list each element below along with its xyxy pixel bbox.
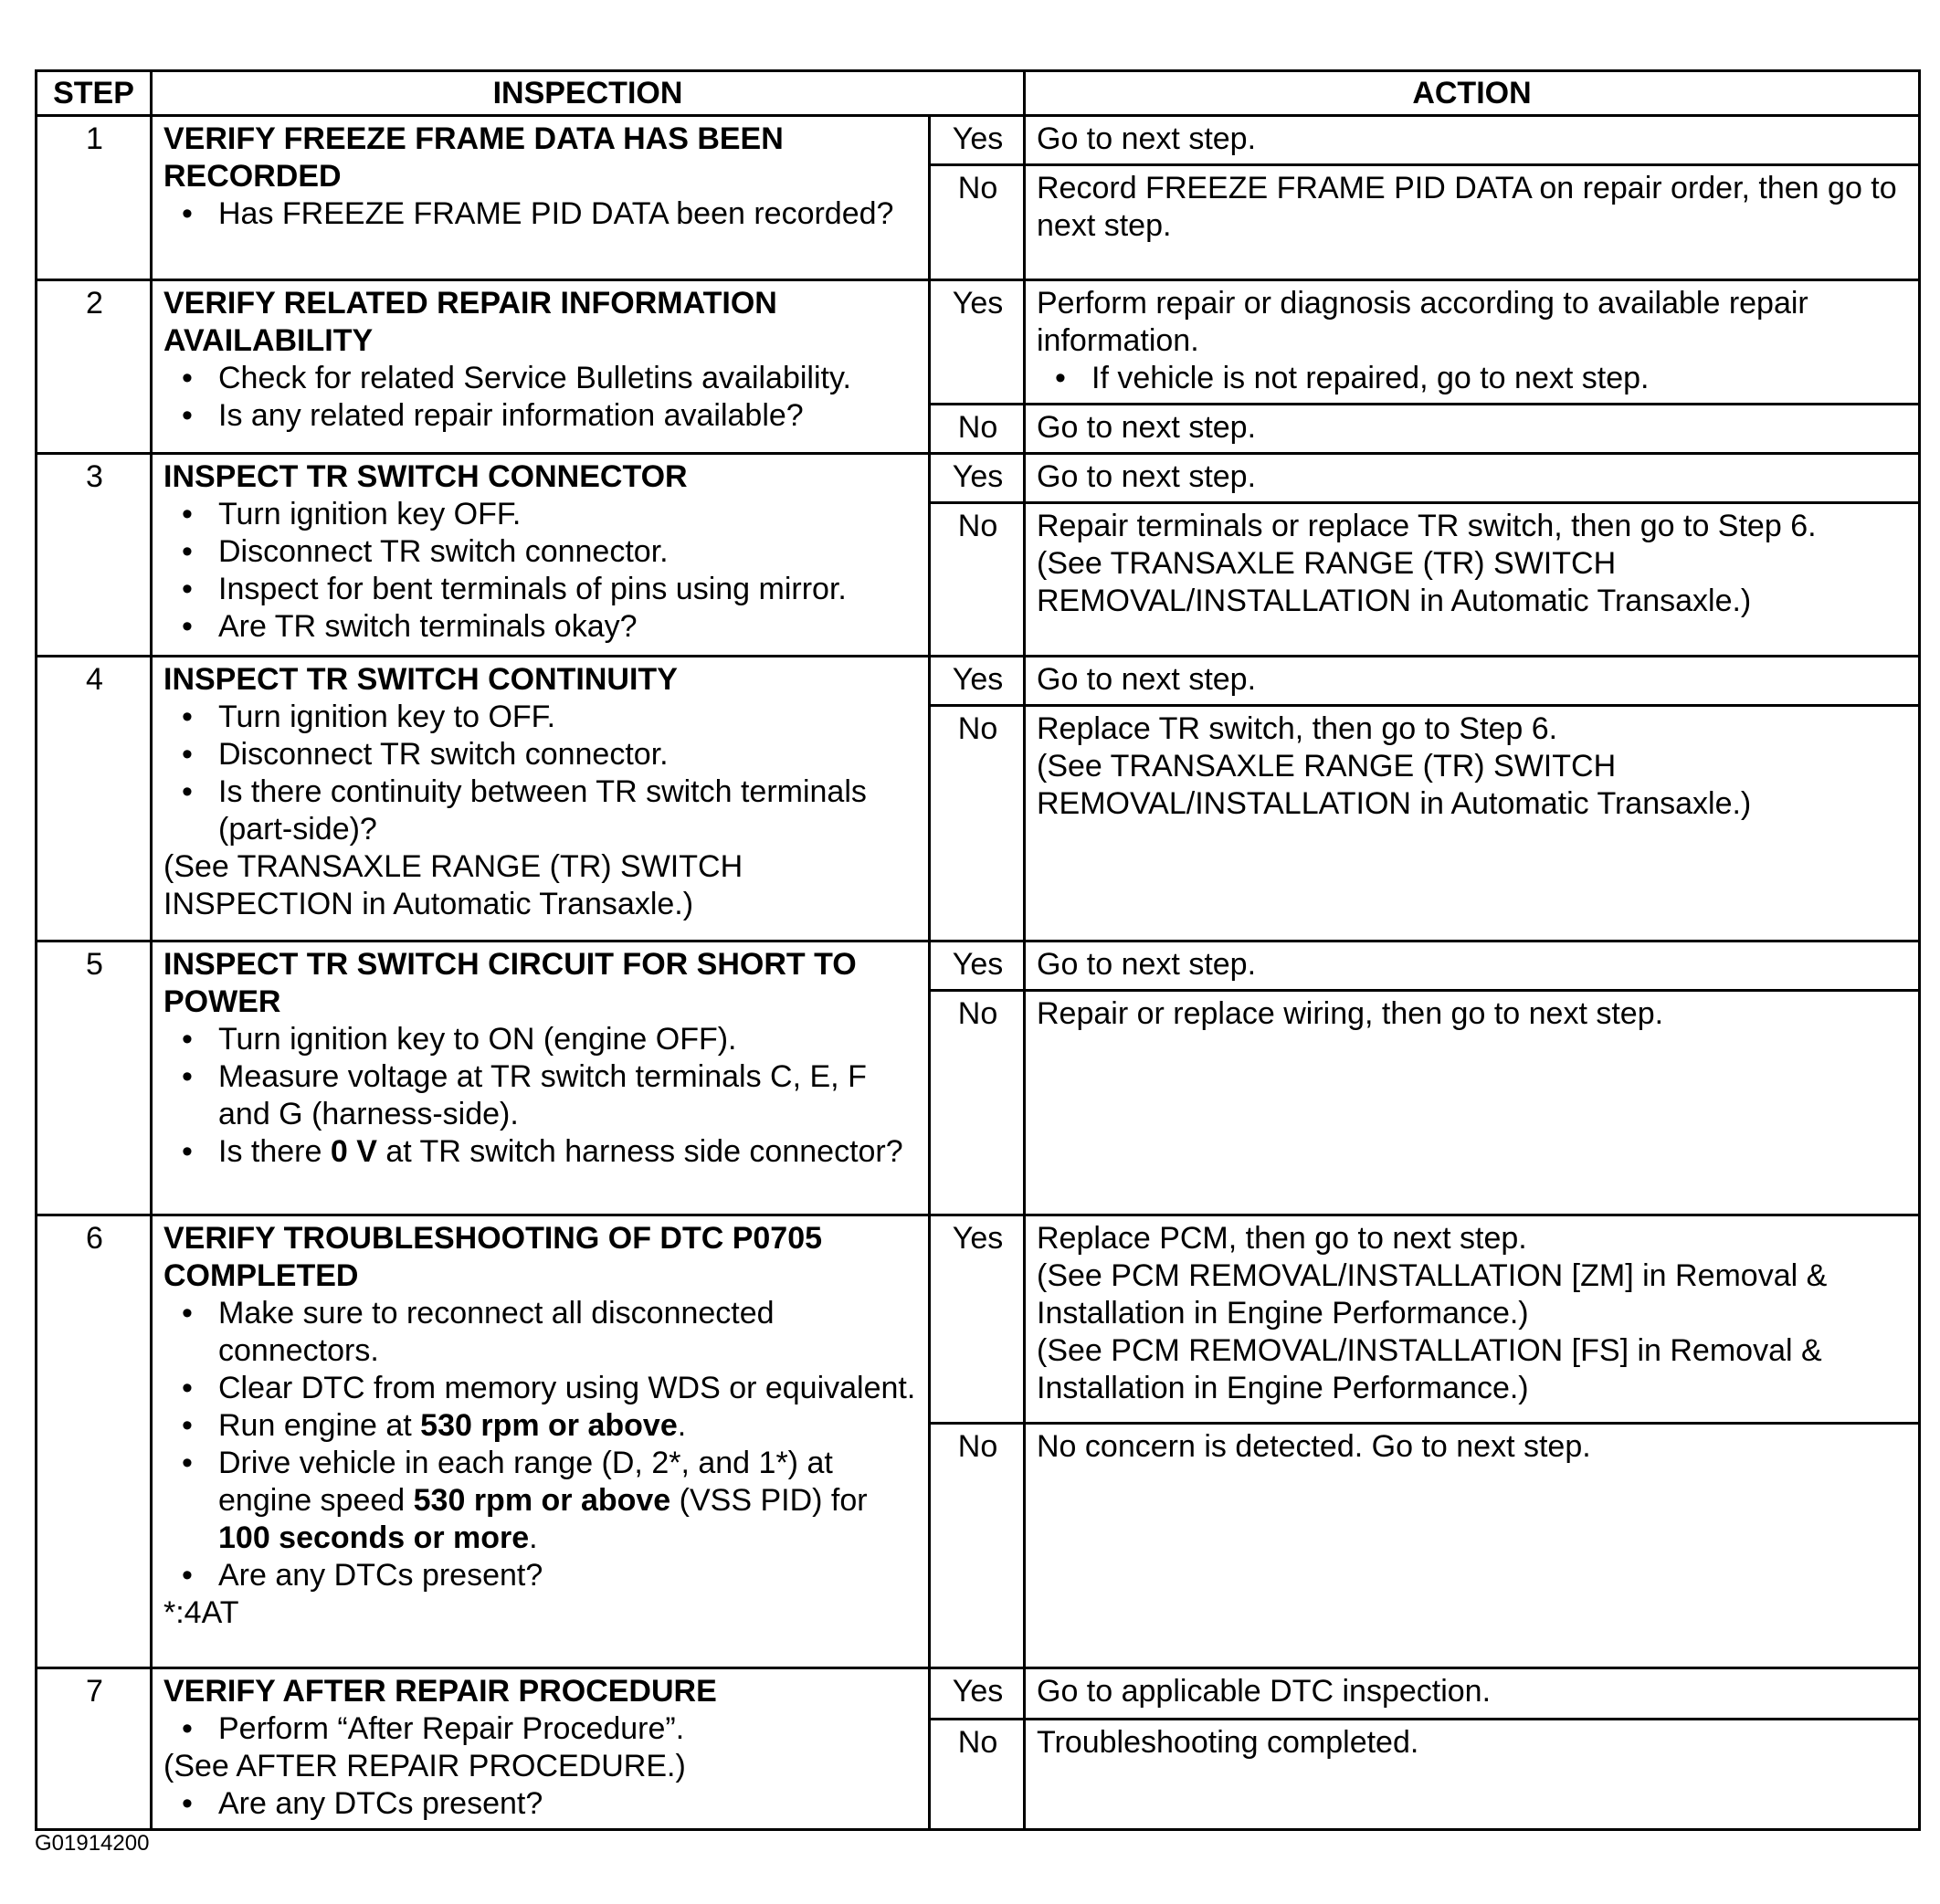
inspection-bullet: • Make sure to reconnect all disconnected connectors.: [163, 1295, 919, 1370]
no-action: Repair or replace wiring, then go to next step.: [1025, 991, 1920, 1215]
inspection-title: INSPECT TR SWITCH CIRCUIT FOR SHORT TO POWER: [163, 947, 857, 1019]
table-row: [37, 1668, 1920, 1720]
yes-action: Go to applicable DTC inspection.: [1025, 1668, 1920, 1720]
yes-label: Yes: [930, 941, 1025, 991]
bullet-text: .: [677, 1408, 687, 1443]
no-action: Repair terminals or replace TR switch, then go to Step 6.: [1037, 509, 1817, 543]
no-label: No: [930, 165, 1025, 280]
inspection-bullet: • Disconnect TR switch connector.: [163, 533, 919, 571]
yes-action: Perform repair or diagnosis according to available repair information.: [1037, 286, 1808, 358]
inspection-cell: [152, 941, 930, 1215]
no-action: Record FREEZE FRAME PID DATA on repair order, then go to next step.: [1025, 165, 1920, 280]
inspection-bullet: [163, 1133, 919, 1171]
inspection-title: INSPECT TR SWITCH CONNECTOR: [163, 459, 688, 494]
inspection-bullet: • Is any related repair information available?: [163, 397, 919, 435]
yes-label: Yes: [930, 116, 1025, 165]
bullet-text: Run engine at: [218, 1408, 421, 1443]
table-row: [37, 280, 1920, 405]
header-step: STEP: [37, 71, 152, 116]
bullet-emphasis: 530 rpm or above: [420, 1408, 678, 1443]
step-number: 3: [37, 454, 152, 657]
yes-label: Yes: [930, 280, 1025, 405]
no-action: Troubleshooting completed.: [1025, 1719, 1920, 1829]
no-action: Go to next step.: [1025, 405, 1920, 454]
table-row: [37, 116, 1920, 165]
no-label: No: [930, 503, 1025, 657]
inspection-cell: [152, 116, 930, 280]
inspection-bullet: • Has FREEZE FRAME PID DATA been recorded?: [163, 195, 919, 233]
header-action: ACTION: [1025, 71, 1920, 116]
inspection-cell: [152, 657, 930, 941]
inspection-bullet: • Disconnect TR switch connector.: [163, 736, 919, 773]
bullet-text: Is there: [218, 1134, 331, 1169]
bullet-emphasis: 0 V: [330, 1134, 377, 1169]
no-label: No: [930, 706, 1025, 941]
bullet-text: .: [529, 1520, 538, 1555]
inspection-bullet: • Is there continuity between TR switch terminals (part-side)?: [163, 773, 919, 848]
yes-action: Go to next step.: [1025, 941, 1920, 991]
step-number: 4: [37, 657, 152, 941]
yes-action: Go to next step.: [1025, 657, 1920, 706]
inspection-bullet: • Check for related Service Bulletins availability.: [163, 360, 919, 397]
bullet-text: (VSS PID) for: [670, 1483, 868, 1518]
inspection-title: VERIFY RELATED REPAIR INFORMATION AVAILABILITY: [163, 286, 777, 358]
no-action-note: (See TRANSAXLE RANGE (TR) SWITCH REMOVAL/INSTALLATION in Automatic Transaxle.): [1037, 546, 1752, 618]
inspection-bullet: • Clear DTC from memory using WDS or equivalent.: [163, 1370, 919, 1407]
inspection-bullet: • Perform “After Repair Procedure”.: [163, 1710, 919, 1748]
inspection-cell: [152, 1215, 930, 1668]
bullet-text: at TR switch harness side connector?: [376, 1134, 903, 1169]
no-label: No: [930, 405, 1025, 454]
table-row: [37, 1215, 1920, 1424]
inspection-bullet: • Are any DTCs present?: [163, 1557, 919, 1594]
diagnostic-table: [35, 69, 1921, 1831]
table-row: [37, 941, 1920, 991]
header-row: [37, 71, 1920, 116]
yes-action: Replace PCM, then go to next step.: [1037, 1221, 1527, 1256]
inspection-cell: [152, 280, 930, 454]
inspection-bullet: • Are TR switch terminals okay?: [163, 608, 919, 646]
bullet-emphasis: 530 rpm or above: [413, 1483, 671, 1518]
yes-action-note: (See PCM REMOVAL/INSTALLATION [FS] in Removal & Installation in Engine Performance.): [1037, 1333, 1822, 1405]
inspection-bullet: • Measure voltage at TR switch terminals C, E, F and G (harness-side).: [163, 1058, 919, 1133]
step-number: 5: [37, 941, 152, 1215]
inspection-bullet: [163, 1445, 919, 1557]
yes-label: Yes: [930, 1215, 1025, 1424]
yes-action: Go to next step.: [1025, 454, 1920, 503]
yes-label: Yes: [930, 657, 1025, 706]
inspection-bullet: • Are any DTCs present?: [163, 1785, 919, 1823]
no-action: No concern is detected. Go to next step.: [1025, 1424, 1920, 1668]
step-number: 1: [37, 116, 152, 280]
bullet-text: Drive vehicle in each range (D, 2*, and 1*) at engine speed: [218, 1446, 833, 1518]
no-action-cell: [1025, 503, 1920, 657]
inspection-note: (See AFTER REPAIR PROCEDURE.): [163, 1749, 686, 1783]
step-number: 6: [37, 1215, 152, 1668]
bullet-emphasis: 100 seconds or more: [218, 1520, 530, 1555]
no-label: No: [930, 1719, 1025, 1829]
inspection-title: VERIFY FREEZE FRAME DATA HAS BEEN RECORDED: [163, 121, 784, 194]
step-number: 7: [37, 1668, 152, 1830]
inspection-bullet: • Turn ignition key to ON (engine OFF).: [163, 1021, 919, 1058]
inspection-bullet: • Turn ignition key OFF.: [163, 496, 919, 533]
yes-action-cell: [1025, 1215, 1920, 1424]
no-action: Replace TR switch, then go to Step 6.: [1037, 711, 1558, 746]
yes-action-cell: [1025, 280, 1920, 405]
no-action-note: (See TRANSAXLE RANGE (TR) SWITCH REMOVAL/INSTALLATION in Automatic Transaxle.): [1037, 749, 1752, 821]
header-inspection: INSPECTION: [152, 71, 1025, 116]
figure-id-caption: G01914200: [35, 1831, 150, 1856]
table-row: [37, 657, 1920, 706]
inspection-bullet: • Turn ignition key to OFF.: [163, 699, 919, 736]
inspection-bullet: • Inspect for bent terminals of pins using mirror.: [163, 571, 919, 608]
table-row: [37, 454, 1920, 503]
inspection-title: VERIFY AFTER REPAIR PROCEDURE: [163, 1674, 717, 1709]
no-action-cell: [1025, 706, 1920, 941]
yes-label: Yes: [930, 1668, 1025, 1720]
no-label: No: [930, 991, 1025, 1215]
inspection-cell: [152, 454, 930, 657]
yes-action: Go to next step.: [1025, 116, 1920, 165]
no-label: No: [930, 1424, 1025, 1668]
yes-action-note: (See PCM REMOVAL/INSTALLATION [ZM] in Removal & Installation in Engine Performance.): [1037, 1258, 1828, 1331]
inspection-title: INSPECT TR SWITCH CONTINUITY: [163, 662, 678, 697]
inspection-title: VERIFY TROUBLESHOOTING OF DTC P0705 COMPLETED: [163, 1221, 823, 1293]
inspection-note: (See TRANSAXLE RANGE (TR) SWITCH INSPECTION in Automatic Transaxle.): [163, 849, 743, 921]
yes-label: Yes: [930, 454, 1025, 503]
inspection-bullet: [163, 1407, 919, 1445]
step-number: 2: [37, 280, 152, 454]
action-bullet: • If vehicle is not repaired, go to next step.: [1037, 360, 1909, 397]
inspection-cell: [152, 1668, 930, 1830]
inspection-footnote: *:4AT: [163, 1595, 239, 1630]
